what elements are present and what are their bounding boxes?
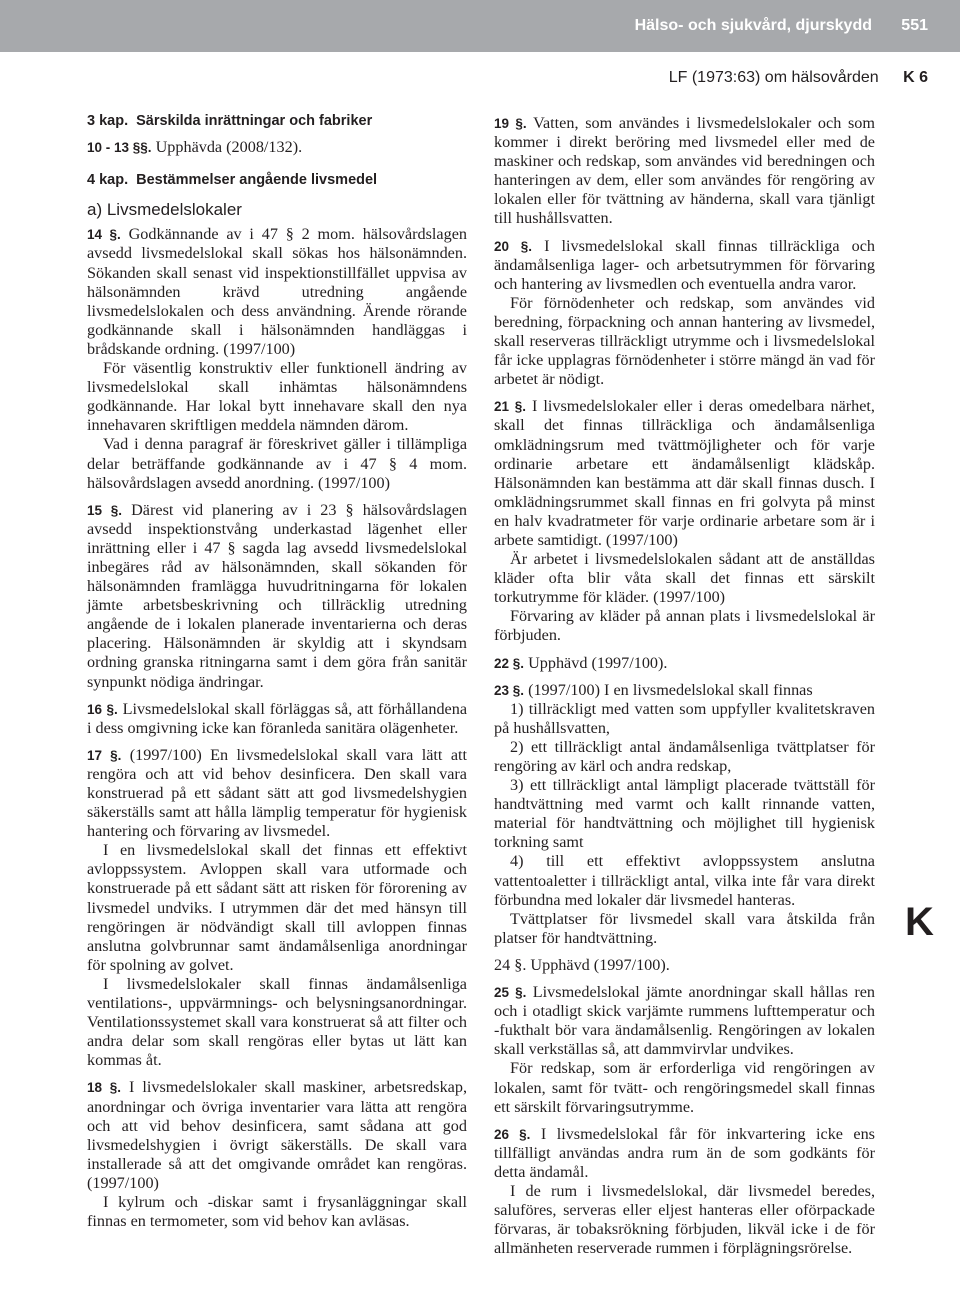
paragraph-text: (1997/100) I en livsmedelslokal skall finnas (524, 680, 813, 699)
paragraph-text: I de rum i livsmedelslokal, där livsmedel beredes, saluföres, serveras eller eljest hanteras eller oförpackade förvaras, är tobaksrökning förbjuden, likväl icke i de för allmänheten reserverade rummen i förplägningsrörelse. (494, 1181, 875, 1258)
side-section-marker: K (905, 900, 934, 944)
paragraph (494, 681, 875, 700)
paragraph (494, 114, 875, 229)
paragraph-text: I kylrum och -diskar samt i frysanläggningar skall finnas en termometer, som vid behov kan avläsas. (87, 1192, 467, 1231)
paragraph: 24 §. Upphävd (1997/100). (494, 955, 670, 974)
paragraph (87, 1078, 467, 1193)
paragraph-number: 16 §. (87, 701, 118, 717)
chapter-heading (87, 171, 467, 190)
paragraph (87, 700, 467, 738)
paragraph (494, 983, 875, 1059)
paragraph-text: Förvaring av kläder på annan plats i livsmedelslokal är förbjuden. (494, 607, 875, 645)
paragraph-number: 14 §. (87, 227, 121, 243)
chapter-number: 4 kap. (87, 172, 129, 189)
paragraph (87, 225, 467, 359)
paragraph-number: 17 §. (87, 747, 122, 763)
paragraph (494, 397, 875, 550)
section-code: K 6 (903, 69, 928, 86)
paragraph-number: 18 §. (87, 1080, 121, 1096)
chapter-title: Särskilda inrättningar och fabriker (136, 113, 373, 129)
paragraph-text: Livsmedelslokal jämte anordningar skall hållas ren och i otadligt skick varjämte rummens lufttemperatur och -fukthalt bör vara ändamålsenlig. Rengöringen av lokalen skall verkställas så, att dammvirvlar undvikes. (494, 983, 875, 1059)
chapter-title: Bestämmelser angående livsmedel (136, 172, 378, 189)
subsection-heading: a) Livsmedelslokaler (87, 200, 242, 220)
paragraph-number: 25 §. (494, 985, 527, 1001)
paragraph-text: Är arbetet i livsmedelslokalen sådant att de anställdas kläder ofta blir våta skall det finnas ett särskilt torkutrymme för kläder. (1997/100) (494, 550, 875, 607)
paragraph-text: Livsmedelslokal skall förläggas så, att förhållandena i dess omgivning icke kan föranleda sanitära olägenheter. (87, 699, 468, 737)
left-column (87, 112, 467, 1231)
paragraph-text: Upphävd (1997/100). (524, 653, 668, 672)
paragraph-text: I livsmedelslokal får för inkvartering icke ens tillfälligt användas andra rum än de som godkänts för detta ändamål. (494, 1124, 875, 1181)
paragraph-number: 21 §. (494, 399, 526, 415)
paragraph-number: 10 - 13 §§. (87, 140, 152, 156)
paragraph-text: Upphävda (2008/132). (151, 138, 303, 157)
list-item: 1) tillräckligt med vatten som uppfyller kvalitetskraven på hushållsvatten, (494, 699, 875, 737)
paragraph-text: Därest vid planering av i 23 § hälsovårdslagen avsedd inspektionstvång underkastad lägenhet eller inrättning eller i 47 § sagda lag avsedd livsmedelslokal inbegäres råd av hälsonämnden, skall sökanden för hälsonämnden framlägga huvudritningarna för lokalen jämte arbetsbeskrivning och tillräcklig utredning angående de i lokalen planerade inventarierna och deras placering. Hälsonämnden är skyldig att i skyndsam ordning granska ritningarna samt i dem göra från sanitär synpunkt nödiga ändringar. (87, 500, 467, 691)
paragraph-text: I livsmedelslokaler skall finnas ändamålsenliga ventilations-, uppvärmnings- och belysningsanordningar. Ventilationssystemet skall vara konstruerat så att filter och andra delar som skall rengöras eller bytas ut lätt kan kommas åt. (87, 974, 467, 1070)
paragraph-text: Godkännande av i 47 § 2 mom. hälsovårdslagen avsedd livsmedelslokal skall sökas hos hälsonämnden. Sökanden skall senast vid inspektionstillfället uppvisa av hälsonämnden krävd utredning angående livsmedelslokalen och dess användning. Ärende rörande godkännande skall i hälsonämnden handläggas i brådskande ordning. (1997/100) (87, 225, 467, 358)
paragraph-text: Tvättplatser för livsmedel skall vara åtskilda från platser för handtvättning. (494, 909, 875, 947)
paragraph-text: (1997/100) En livsmedelslokal skall vara lätt att rengöra och att vid behov desinficera. Den skall vara konstruerad på ett sådant sätt att god livsmedelshygien säkerställs samt att hålla lämplig temperatur för hygienisk hantering och förvaring av livsmedel. (87, 745, 467, 841)
paragraph-text: Vatten, som användes i livsmedelslokaler och som kommer i direkt beröring med livsmedel eller med de maskiner och redskap, som användes vid beredningen och hanteringen av dem, eller som användes för rengöring av lokalen eller för tvättning av händerna, skall vara tjänligt till hushållsvatten. (494, 114, 875, 228)
paragraph-number: 22 §. (494, 655, 525, 671)
right-column (494, 114, 875, 1258)
page-number: 551 (901, 17, 928, 34)
list-item: 2) ett tillräckligt antal ändamålsenliga tvättplatser för rengöring av kärl och andra redskap, (494, 737, 875, 775)
paragraph-number: 26 §. (494, 1126, 531, 1142)
chapter-heading (87, 112, 467, 131)
list-item: 4) till ett effektivt avloppssystem anslutna vattentoaletter i tillräckligt antal, vilka inte får vara direkt förbundna med lokaler där livsmedel hanteras. (494, 852, 875, 909)
top-header-bar (0, 0, 960, 52)
paragraph-text: I en livsmedelslokal skall det finnas ett effektivt avloppssystem. Avloppen skall vara utformade och konstruerade på ett sådant sätt att risken för förorening av livsmedel undviks. I utrymmen där det med hänsyn till rengöringen är nödvändigt skall till avloppen finnas anslutna golvbrunnar samt ändamålsenliga anordningar för spolning av golvet. (87, 841, 467, 974)
running-header (669, 69, 928, 87)
paragraph-text: För väsentlig konstruktiv eller funktionell ändring av livsmedelslokal skall inhämtas hälsonämndens godkännande. Har lokal bytt innehavare skall den nya innehavaren skriftligen meddela nämnden därom. (87, 359, 467, 435)
paragraph (87, 501, 467, 692)
paragraph-number: 19 §. (494, 116, 527, 131)
paragraph-text: För förnödenheter och redskap, som användes vid beredning, förpackning och annan hantering av livsmedel, skall reserveras tillräckligt utrymme och i livsmedelslokal får icke upplagras förnödenheter i större mängd än vad för arbetet är nödigt. (494, 293, 875, 389)
paragraph-number: 15 §. (87, 502, 123, 518)
paragraph-number: 20 §. (494, 238, 533, 254)
paragraph-text: För redskap, som är erforderliga vid rengöringen av lokalen, samt för tvätt- och rengöringsmedel skall finnas ett särskilt förvaringsutrymme. (494, 1059, 875, 1116)
paragraph (494, 237, 875, 294)
paragraph (494, 654, 875, 673)
paragraph-number: 23 §. (494, 682, 525, 698)
chapter-number: 3 kap. (87, 113, 129, 129)
book-title: Hälso- och sjukvård, djurskydd (634, 17, 872, 34)
paragraph-text: I livsmedelslokal skall finnas tillräckliga och ändamålsenliga lager- och arbetsutrymmen för förvaring och hantering av livsmedlen och eventuella andra varor. (494, 236, 876, 293)
law-title: LF (1973:63) om hälsovården (668, 69, 879, 86)
paragraph-text: Vad i denna paragraf är föreskrivet gäller i tillämpliga delar beträffande godkännande av i 47 § 4 mom. hälsovårdslagen avsedd anordning. (1997/100) (87, 435, 467, 492)
paragraph (87, 746, 467, 841)
paragraph-text: I livsmedelslokaler eller i deras omedelbara närhet, skall det finnas tillräckliga och ändamålsenliga omklädningsrum med tvättmöjligheter och för varje ordinarie arbetare ett ändamålsenligt klädskåp. Hälsonämnden kan bestämma att där skall finnas dusch. I omklädningsrummet skall finnas en fri golvyta på minst en halv kvadratmeter för varje ordinarie arbetare som är i arbete samtidigt. (1997/100) (494, 397, 875, 549)
paragraph (87, 138, 467, 157)
paragraph (494, 1125, 875, 1182)
paragraph-text: I livsmedelslokaler skall maskiner, arbetsredskap, anordningar och övriga inventarier vara lätta att rengöra och att vid behov desinficera, samt sådana att god livsmedelshygien i övrigt säkerställs. De skall vara installerade så att det omgivande området kan rengöras. (1997/100) (87, 1078, 467, 1192)
list-item: 3) ett tillräckligt antal lämpligt placerade tvättställ för handtvättning med varmt och kallt rinnande vatten, material för handtvättning och möjlighet till hygienisk torkning samt (494, 776, 875, 852)
